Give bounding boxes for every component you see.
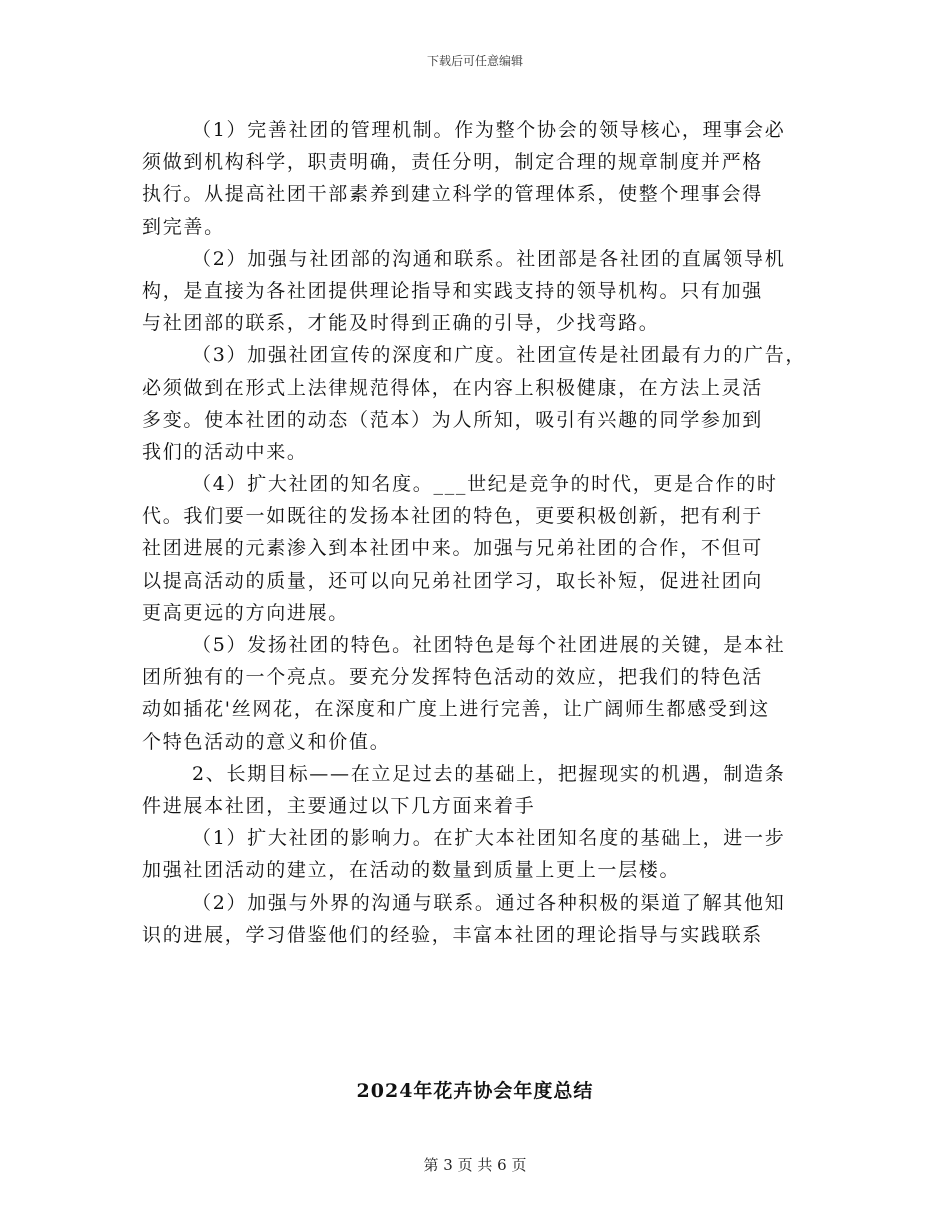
text-line: 我们的活动中来。 [142, 440, 308, 463]
text-line: 加强社团活动的建立，在活动的数量到质量上更上一层楼。 [142, 859, 681, 882]
text-line: 更高更远的方向进展。 [142, 601, 350, 624]
paragraph [142, 629, 822, 758]
paragraph [142, 887, 822, 951]
text-line: 动如插花'丝网花，在深度和广度上进行完善，让广阔师生都感受到这 [142, 698, 770, 721]
text-line: （1）完善社团的管理机制。作为整个协会的领导核心，理事会必 [192, 119, 786, 141]
paragraph [142, 468, 822, 629]
text-line: （1）扩大社团的影响力。在扩大本社团知名度的基础上，进一步 [192, 827, 786, 850]
text-line: 代。我们要一如既往的发扬本社团的特色，更要积极创新，把有利于 [142, 505, 764, 528]
text-line: 件进展本社团，主要通过以下几方面来着手 [142, 794, 536, 817]
paragraph [142, 758, 822, 822]
text-line: 以提高活动的质量，还可以向兄弟社团学习，取长补短，促进社团向 [142, 569, 764, 592]
paragraph [142, 114, 822, 243]
text-line: （5）发扬社团的特色。社团特色是每个社团进展的关键，是本社 [192, 634, 786, 656]
section-title: 2024年花卉协会年度总结 [356, 1080, 594, 1102]
page-number: 第 3 页 共 6 页 [423, 1156, 527, 1174]
page-header-note: 下载后可任意编辑 [426, 54, 523, 68]
text-line: 必须做到在形式上法律规范得体，在内容上积极健康，在方法上灵活 [142, 376, 764, 399]
text-line: 到完善。 [142, 215, 225, 238]
text-line: （4）扩大社团的知名度。___世纪是竞争的时代，更是合作的时 [192, 473, 778, 496]
paragraph [142, 243, 822, 340]
text-line: 个特色活动的意义和价值。 [142, 730, 391, 753]
text-line: 须做到机构科学，职责明确，责任分明，制定合理的规章制度并严格 [142, 151, 764, 174]
paragraph [142, 822, 822, 886]
text-line: （3）加强社团宣传的深度和广度。社团宣传是社团最有力的广告， [192, 344, 807, 367]
text-line: 构，是直接为各社团提供理论指导和实践支持的领导机构。只有加强 [142, 279, 764, 302]
text-line: 社团进展的元素渗入到本社团中来。加强与兄弟社团的合作，不但可 [142, 537, 764, 560]
text-line: 团所独有的一个亮点。要充分发挥特色活动的效应，把我们的特色活 [142, 666, 764, 689]
text-line: 2、长期目标——在立足过去的基础上，把握现实的机遇，制造条 [192, 762, 786, 785]
text-line: （2）加强与外界的沟通与联系。通过各种积极的渠道了解其他知 [192, 891, 786, 914]
document-body [142, 114, 822, 951]
text-line: 执行。从提高社团干部素养到建立科学的管理体系，使整个理事会得 [142, 183, 764, 206]
text-line: 识的进展，学习借鉴他们的经验，丰富本社团的理论指导与实践联系 [142, 923, 764, 946]
text-line: （2）加强与社团部的沟通和联系。社团部是各社团的直属领导机 [192, 247, 786, 270]
text-line: 与社团部的联系，才能及时得到正确的引导，少找弯路。 [142, 312, 660, 335]
text-line: 多变。使本社团的动态（范本）为人所知，吸引有兴趣的同学参加到 [142, 408, 764, 431]
paragraph [142, 339, 822, 468]
